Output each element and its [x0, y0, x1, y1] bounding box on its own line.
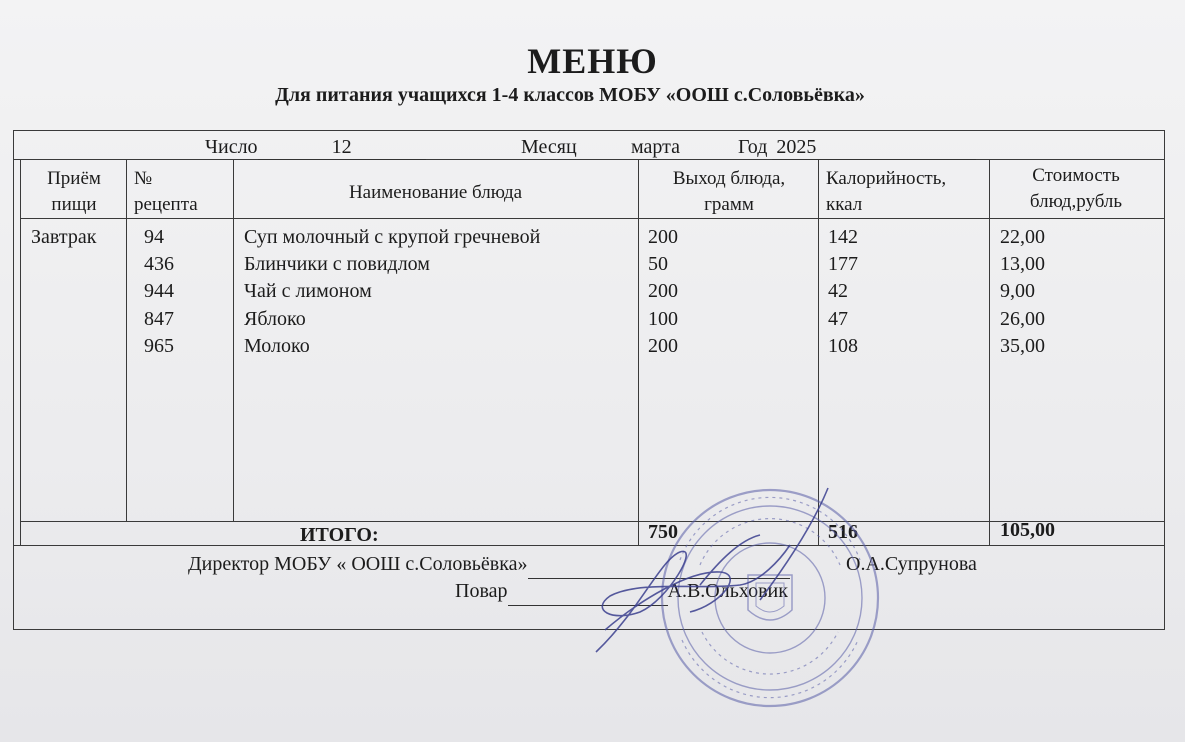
cook-name: А.В.Ольховик	[667, 580, 788, 602]
total-yield: 750	[648, 521, 678, 543]
month-label: Месяц	[521, 136, 577, 158]
total-calories: 516	[828, 521, 858, 543]
col-divider-yield	[638, 159, 639, 545]
day-label: Число	[205, 136, 258, 158]
director-line	[188, 551, 790, 579]
cell-dish: Молоко	[244, 334, 310, 357]
cell-yield: 100	[648, 307, 678, 330]
cell-calories: 47	[828, 307, 848, 330]
director-label: Директор МОБУ « ООШ с.Соловьёвка»	[188, 553, 528, 575]
year-value: 2025	[772, 136, 976, 160]
col-divider-dish	[233, 159, 234, 521]
cell-yield: 200	[648, 334, 678, 357]
total-row-divider	[13, 545, 1165, 546]
col-divider-calories	[818, 159, 819, 545]
header-meal: Приём пищи	[47, 168, 101, 215]
cell-cost: 35,00	[1000, 334, 1045, 357]
cell-recipe: 94	[144, 226, 164, 248]
col-divider-recipe	[126, 159, 127, 521]
total-label: ИТОГО:	[300, 524, 379, 546]
director-name: О.А.Супрунова	[846, 553, 977, 575]
document-title: МЕНЮ	[527, 41, 658, 81]
cell-recipe: 965	[144, 334, 174, 357]
cook-signature-line	[508, 578, 668, 606]
cell-dish: Блинчики с повидлом	[244, 253, 430, 276]
year-block	[738, 136, 976, 160]
day-value: 12	[258, 136, 426, 160]
year-label: Год	[738, 136, 768, 158]
cell-yield: 200	[648, 280, 678, 303]
header-yield: Выход блюда, грамм	[672, 168, 786, 215]
meal-name: Завтрак	[31, 226, 97, 248]
cell-calories: 142	[828, 226, 858, 248]
cell-recipe: 847	[144, 307, 174, 330]
header-cost: Стоимость блюд,рубль	[1029, 165, 1123, 212]
cell-calories: 108	[828, 334, 858, 357]
cell-dish: Яблоко	[244, 307, 306, 330]
cell-dish: Суп молочный с крупой гречневой	[244, 226, 541, 248]
cook-label: Повар	[455, 580, 508, 602]
cell-cost: 22,00	[1000, 226, 1045, 248]
cell-calories: 177	[828, 253, 858, 276]
header-recipe: № рецепта	[134, 168, 198, 215]
header-calories: Калорийность, ккал	[826, 168, 947, 215]
total-cost: 105,00	[1000, 519, 1055, 541]
cell-yield: 50	[648, 253, 668, 276]
table-left-border	[20, 159, 21, 545]
director-signature-line	[528, 551, 790, 579]
cook-line	[455, 578, 788, 606]
col-divider-cost	[989, 159, 990, 545]
header-dish: Наименование блюда	[348, 182, 523, 203]
cell-cost: 9,00	[1000, 280, 1035, 303]
cell-recipe: 436	[144, 253, 174, 276]
date-line	[205, 136, 426, 160]
cell-calories: 42	[828, 280, 848, 303]
header-row-divider	[20, 218, 1165, 219]
cell-cost: 26,00	[1000, 307, 1045, 330]
cell-recipe: 944	[144, 280, 174, 303]
body-bottom-divider	[20, 521, 1165, 522]
cell-cost: 13,00	[1000, 253, 1045, 276]
cell-dish: Чай с лимоном	[244, 280, 372, 303]
date-row-divider	[13, 159, 1165, 160]
month-block	[521, 136, 577, 159]
cell-yield: 200	[648, 226, 678, 248]
month-value-block	[631, 136, 680, 159]
document-subtitle: Для питания учащихся 1-4 классов МОБУ «ООШ с.Соловьёвка»	[275, 84, 865, 106]
month-value: марта	[631, 136, 680, 158]
